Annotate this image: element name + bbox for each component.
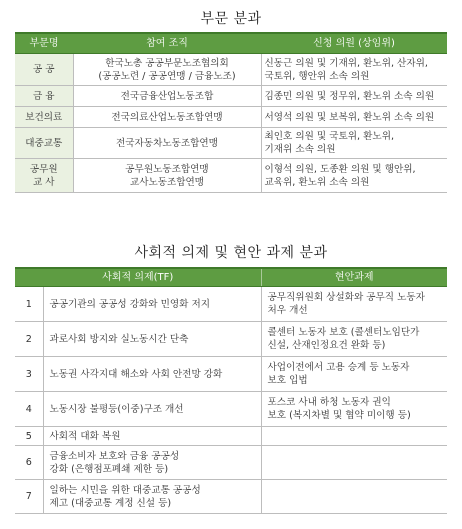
- applicant-members: 서영석 의원 및 보복위, 환노위 소속 의원: [261, 107, 447, 128]
- header-social-agenda: 사회적 의제(TF): [15, 268, 261, 287]
- table-row: [15, 107, 447, 128]
- sector-name: 공 공: [15, 54, 73, 86]
- agenda-table: [15, 267, 447, 514]
- social-agenda: 노동시장 불평등(이중)구조 개선: [43, 392, 261, 427]
- social-agenda: 공공기관의 공공성 강화와 민영화 저지: [43, 287, 261, 322]
- table-row: [15, 54, 447, 86]
- sector-name: 보건의료: [15, 107, 73, 128]
- applicant-members: 신동근 의원 및 기재위, 환노위, 산자위, 국토위, 행안위 소속 의원: [261, 54, 447, 86]
- current-issue: [261, 427, 447, 446]
- sector-table-header: [15, 33, 447, 54]
- table-row: [15, 392, 447, 427]
- table-row: [15, 357, 447, 392]
- social-agenda: 노동권 사각지대 해소와 사회 안전망 강화: [43, 357, 261, 392]
- current-issue: [261, 446, 447, 480]
- participating-org: 전국금융산업노동조합: [73, 86, 261, 107]
- row-number: 4: [15, 392, 43, 427]
- row-number: 6: [15, 446, 43, 480]
- participating-org: 한국노총 공공부문노조협의회 (공공노련 / 공공연맹 / 금융노조): [73, 54, 261, 86]
- participating-org: 전국의료산업노동조합연맹: [73, 107, 261, 128]
- header-applicant-members: 신청 의원 (상임위): [261, 33, 447, 54]
- table-row: [15, 86, 447, 107]
- row-number: 5: [15, 427, 43, 446]
- social-agenda: 금융소비자 보호와 금융 공공성 강화 (은행점포폐쇄 제한 등): [43, 446, 261, 480]
- row-number: 3: [15, 357, 43, 392]
- section1-title: 부문 분과: [200, 11, 262, 27]
- current-issue: 공무직위원회 상설화와 공무직 노동자 처우 개선: [261, 287, 447, 322]
- applicant-members: 이형석 의원, 도종환 의원 및 행안위, 교육위, 환노위 소속 의원: [261, 159, 447, 193]
- applicant-members: 최인호 의원 및 국토위, 환노위, 기재위 소속 의원: [261, 128, 447, 159]
- social-agenda: 일하는 시민을 위한 대중교통 공공성 제고 (대중교통 계정 신설 등): [43, 480, 261, 514]
- table-row: [15, 159, 447, 193]
- social-agenda: 사회적 대화 복원: [43, 427, 261, 446]
- applicant-members: 김종민 의원 및 정무위, 환노위 소속 의원: [261, 86, 447, 107]
- current-issue: 포스코 사내 하청 노동자 권익 보호 (복지차별 및 협약 미이행 등): [261, 392, 447, 427]
- current-issue: 사업이전에서 고용 승계 등 노동자 보호 입법: [261, 357, 447, 392]
- participating-org: 전국자동차노동조합연맹: [73, 128, 261, 159]
- sector-name: 공무원 교 사: [15, 159, 73, 193]
- table-row: [15, 480, 447, 514]
- table-row: [15, 446, 447, 480]
- header-current-issues: 현안과제: [261, 268, 447, 287]
- row-number: 7: [15, 480, 43, 514]
- sector-name: 금 융: [15, 86, 73, 107]
- table-row: [15, 427, 447, 446]
- row-number: 2: [15, 322, 43, 357]
- section2-title: 사회적 의제 및 현안 과제 분과: [134, 245, 328, 261]
- social-agenda: 과로사회 방지와 실노동시간 단축: [43, 322, 261, 357]
- sector-name: 대중교통: [15, 128, 73, 159]
- row-number: 1: [15, 287, 43, 322]
- table-row: [15, 287, 447, 322]
- current-issue: [261, 480, 447, 514]
- participating-org: 공무원노동조합연맹 교사노동조합연맹: [73, 159, 261, 193]
- table-row: [15, 322, 447, 357]
- sector-table: [15, 32, 447, 193]
- header-participating-org: 참여 조직: [73, 33, 261, 54]
- agenda-table-header: [15, 268, 447, 287]
- current-issue: 콜센터 노동자 보호 (콜센터노임단가 신설, 산재인정요건 완화 등): [261, 322, 447, 357]
- header-sector-name: 부문명: [15, 33, 73, 54]
- table-row: [15, 128, 447, 159]
